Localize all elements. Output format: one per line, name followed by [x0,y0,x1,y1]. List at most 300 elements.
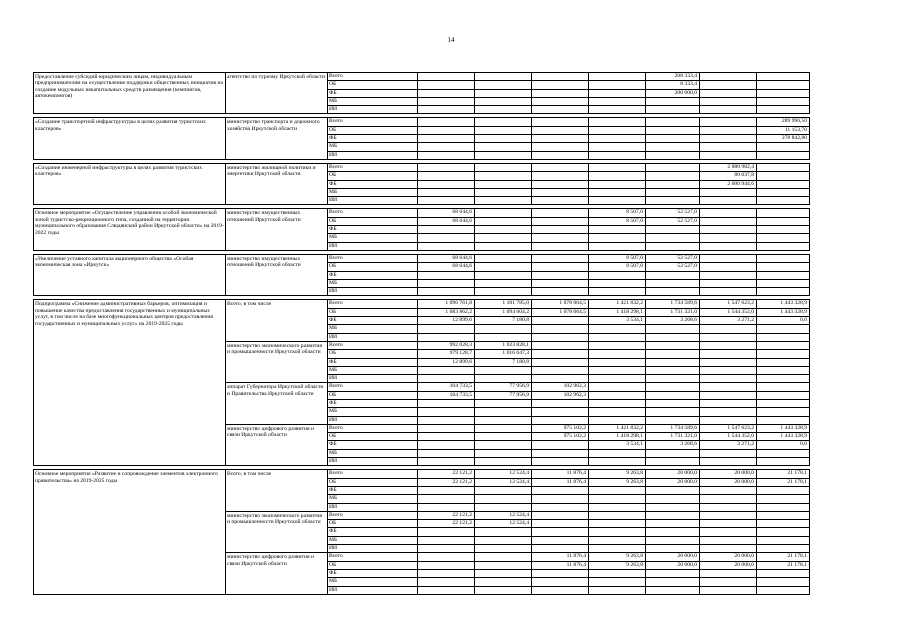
value-cell [418,528,475,536]
value-cell [532,449,589,457]
value-cell [646,358,700,366]
value-cell [589,486,646,494]
value-cell: 20 000,0 [646,553,700,561]
value-cell [757,180,810,188]
value-cell [700,578,757,586]
value-cell [532,408,589,416]
value-cell: 7 180,8 [475,358,532,366]
value-cell: 1 734 589,6 [646,424,700,432]
value-cell: 1 101 785,0 [475,300,532,308]
value-cell [418,89,475,97]
program-name-cell: Основное мероприятие «Осуществление управления особой экономической зоной туристско-рекреационного типа, созданной на территории муниципального образования Слюдянский район Иркутской области» на 2019-2022 годы [34,209,226,250]
value-cell [589,511,646,519]
value-cell [757,73,810,81]
value-cell [475,569,532,577]
value-cell: 1 418 298,1 [589,308,646,316]
table-row [34,163,810,171]
value-cell [475,495,532,503]
value-cell [532,263,589,271]
value-cell [475,271,532,279]
value-cell: 9 263,8 [589,561,646,569]
value-cell [589,288,646,296]
value-cell [646,180,700,188]
funding-source-cell: ОБ [328,478,418,486]
value-cell [700,226,757,234]
value-cell [418,143,475,151]
value-cell [475,254,532,262]
funding-source-cell: ОБ [328,263,418,271]
value-cell: 1 547 623,2 [700,424,757,432]
value-cell [700,242,757,250]
value-cell [646,106,700,114]
value-cell [589,408,646,416]
value-cell [475,163,532,171]
value-cell [418,553,475,561]
value-cell [646,536,700,544]
value-cell: 0,0 [757,317,810,325]
value-cell [475,545,532,553]
value-cell [418,197,475,205]
value-cell [589,350,646,358]
value-cell: 52 527,0 [646,254,700,262]
value-cell [757,408,810,416]
value-cell [757,366,810,374]
funding-source-cell: ОБ [328,217,418,225]
funding-source-cell: ИИ [328,545,418,553]
value-cell [532,234,589,242]
value-cell [532,217,589,225]
value-cell [418,226,475,234]
executor-cell: министерство жилищной политики и энергетики Иркутской области [226,163,328,204]
value-cell [475,408,532,416]
value-cell [757,271,810,279]
value-cell [532,317,589,325]
value-cell: 1 443 328,9 [757,433,810,441]
executor-cell: министерство транспорта и дорожного хозяйства Иркутской области [226,118,328,159]
value-cell [700,279,757,287]
value-cell [475,561,532,569]
value-cell [700,408,757,416]
value-cell [646,242,700,250]
value-cell [475,288,532,296]
value-cell [532,271,589,279]
value-cell [418,486,475,494]
value-cell [646,511,700,519]
value-cell [532,586,589,594]
value-cell [532,341,589,349]
value-cell [700,569,757,577]
value-cell [418,433,475,441]
value-cell [700,366,757,374]
funding-source-cell: Всего [328,383,418,391]
funding-source-cell: МБ [328,536,418,544]
value-cell [757,81,810,89]
funding-source-cell: ФБ [328,180,418,188]
funding-source-cell: Всего [328,118,418,126]
value-cell [757,197,810,205]
value-cell [757,341,810,349]
value-cell [475,486,532,494]
value-cell [532,209,589,217]
value-cell [532,458,589,466]
value-cell [700,271,757,279]
value-cell [418,458,475,466]
value-cell [475,263,532,271]
value-cell [757,217,810,225]
value-cell [532,197,589,205]
value-cell: 3 268,6 [646,317,700,325]
value-cell [757,503,810,511]
value-cell [589,143,646,151]
value-cell: 11 876,4 [532,561,589,569]
budget-table [33,72,810,595]
value-cell [532,350,589,358]
value-cell [700,503,757,511]
funding-source-cell: ФБ [328,271,418,279]
value-cell [475,333,532,341]
value-cell [646,578,700,586]
funding-source-cell: ОБ [328,520,418,528]
value-cell [757,391,810,399]
value-cell [700,254,757,262]
value-cell [475,172,532,180]
value-cell [757,458,810,466]
table-row [34,209,810,217]
funding-source-cell: ФБ [328,317,418,325]
funding-source-cell: МБ [328,325,418,333]
value-cell: 8 507,0 [589,217,646,225]
value-cell [418,424,475,432]
value-cell [532,375,589,383]
value-cell [700,495,757,503]
funding-source-cell: ОБ [328,172,418,180]
value-cell [475,424,532,432]
value-cell [757,586,810,594]
value-cell [646,503,700,511]
value-cell: 979 128,7 [418,350,475,358]
value-cell [589,391,646,399]
value-cell [700,383,757,391]
value-cell: 11 876,4 [532,553,589,561]
value-cell [475,97,532,105]
funding-source-cell: Всего [328,553,418,561]
value-cell [475,433,532,441]
value-cell [418,325,475,333]
value-cell [418,97,475,105]
value-cell [475,503,532,511]
value-cell [757,288,810,296]
value-cell [757,536,810,544]
value-cell [700,234,757,242]
program-name-cell: Подпрограмма «Снижение административных барьеров, оптимизация и повышение качества предоставления государственных и муниципальных услуг, в том числе на базе многофункциональных центров предоставления государственных и муниципальных услуг» на 2019-2025 годы [34,300,226,466]
value-cell [646,188,700,196]
value-cell: 22 121,2 [418,478,475,486]
value-cell: 68 644,6 [418,263,475,271]
value-cell [589,325,646,333]
value-cell [757,325,810,333]
value-cell [589,536,646,544]
value-cell [418,118,475,126]
value-cell: 1 418 298,1 [589,433,646,441]
value-cell [700,263,757,271]
value-cell [418,271,475,279]
value-cell [475,279,532,287]
value-cell: 68 644,6 [418,209,475,217]
value-cell [475,325,532,333]
value-cell: 52 527,0 [646,209,700,217]
funding-source-cell: Всего [328,254,418,262]
funding-source-cell: ИИ [328,151,418,159]
funding-source-cell: Всего [328,73,418,81]
value-cell [532,520,589,528]
value-cell [646,341,700,349]
value-cell [532,97,589,105]
value-cell [700,341,757,349]
value-cell [532,135,589,143]
value-cell [532,333,589,341]
value-cell [700,73,757,81]
funding-source-cell: МБ [328,495,418,503]
value-cell [532,172,589,180]
value-cell: 11 876,4 [532,470,589,478]
value-cell: 22 121,2 [418,511,475,519]
funding-source-cell: ОБ [328,81,418,89]
value-cell [418,366,475,374]
funding-source-cell: ИИ [328,106,418,114]
funding-source-cell: Всего [328,341,418,349]
value-cell [589,126,646,134]
executor-cell: агентство по туризму Иркутской области [226,73,328,114]
funding-source-cell: ИИ [328,416,418,424]
executor-cell: аппарат Губернатора Иркутской области и Правительства Иркутской области [226,383,328,424]
value-cell: 12 524,4 [475,470,532,478]
table-row [34,254,810,262]
value-cell: 1 083 862,2 [418,308,475,316]
value-cell [418,180,475,188]
executor-cell: министерство экономического развития и промышленности Иркутской области [226,341,328,382]
value-cell [418,375,475,383]
value-cell [475,106,532,114]
value-cell [532,325,589,333]
value-cell [418,288,475,296]
value-cell [700,288,757,296]
funding-source-cell: ОБ [328,350,418,358]
value-cell [532,81,589,89]
value-cell [700,391,757,399]
value-cell [646,569,700,577]
value-cell [418,163,475,171]
funding-source-cell: ОБ [328,391,418,399]
value-cell [589,520,646,528]
executor-cell: министерство имущественных отношений Иркутской области [226,209,328,250]
value-cell: 200 000,0 [646,89,700,97]
value-cell: 68 644,6 [418,254,475,262]
value-cell [532,89,589,97]
funding-source-cell: ИИ [328,197,418,205]
value-cell: 9 263,8 [589,470,646,478]
value-cell [589,242,646,250]
value-cell: 1 094 604,2 [475,308,532,316]
value-cell [475,242,532,250]
value-cell: 975 102,2 [532,424,589,432]
value-cell [532,399,589,407]
value-cell [532,151,589,159]
value-cell [532,486,589,494]
value-cell [700,449,757,457]
value-cell [589,118,646,126]
value-cell [532,358,589,366]
value-cell [757,226,810,234]
value-cell: 80 037,8 [700,172,757,180]
value-cell [532,288,589,296]
value-cell: 3 268,6 [646,441,700,449]
funding-source-cell: МБ [328,366,418,374]
value-cell [418,279,475,287]
value-cell [418,408,475,416]
value-cell [532,528,589,536]
value-cell [475,528,532,536]
value-cell [418,586,475,594]
value-cell [475,586,532,594]
value-cell [475,399,532,407]
value-cell: 21 178,1 [757,561,810,569]
funding-source-cell: ФБ [328,486,418,494]
value-cell [700,486,757,494]
value-cell: 21 178,1 [757,553,810,561]
value-cell [589,226,646,234]
value-cell: 104 733,5 [418,391,475,399]
value-cell: 1 544 352,0 [700,433,757,441]
value-cell [418,73,475,81]
value-cell: 21 178,1 [757,478,810,486]
value-cell [589,163,646,171]
value-cell: 77 956,9 [475,391,532,399]
value-cell [589,97,646,105]
value-cell: 1 023 828,1 [475,341,532,349]
funding-source-cell: МБ [328,449,418,457]
value-cell [757,89,810,97]
value-cell: 11 876,4 [532,478,589,486]
value-cell [757,511,810,519]
value-cell [757,495,810,503]
value-cell [646,399,700,407]
value-cell [475,226,532,234]
value-cell [757,143,810,151]
value-cell [589,279,646,287]
value-cell [646,486,700,494]
value-cell: 12 524,4 [475,511,532,519]
funding-source-cell: Всего [328,511,418,519]
value-cell [646,143,700,151]
value-cell [757,486,810,494]
value-cell [589,449,646,457]
executor-cell: министерство цифрового развития и связи Иркутской области [226,424,328,465]
value-cell: 68 644,6 [418,217,475,225]
funding-source-cell: Всего [328,470,418,478]
value-cell [646,586,700,594]
value-cell: 3 271,2 [700,441,757,449]
value-cell: 1 078 064,5 [532,308,589,316]
value-cell [532,242,589,250]
value-cell [418,503,475,511]
value-cell [700,135,757,143]
value-cell [700,325,757,333]
executor-cell: Всего, в том числе [226,300,328,341]
value-cell [589,172,646,180]
program-name-cell: «Создание инженерной инфраструктуры в целях развития туристских кластеров» [34,163,226,204]
value-cell [646,333,700,341]
value-cell [646,520,700,528]
value-cell [646,528,700,536]
value-cell [646,135,700,143]
value-cell: 1 078 064,5 [532,300,589,308]
value-cell: 9 263,8 [589,478,646,486]
value-cell [418,234,475,242]
funding-source-cell: ОБ [328,308,418,316]
value-cell [475,73,532,81]
value-cell [646,271,700,279]
value-cell: 278 842,80 [757,135,810,143]
value-cell: 21 178,1 [757,470,810,478]
value-cell [646,495,700,503]
value-cell: 3 271,2 [700,317,757,325]
funding-source-cell: ИИ [328,375,418,383]
executor-cell: министерство имущественных отношений Иркутской области [226,254,328,295]
value-cell [418,106,475,114]
value-cell: 12 899,6 [418,317,475,325]
value-cell [757,578,810,586]
value-cell: 102 962,3 [532,391,589,399]
value-cell [589,586,646,594]
value-cell [589,578,646,586]
program-name-cell: Предоставление субсидий юридическим лицам, индивидуальным предпринимателям на осуществление поддержки общественных инициатив на создание модульных некапитальных средств размещения (кемпингов, автокемпингов) [34,73,226,114]
value-cell [475,143,532,151]
value-cell [589,503,646,511]
value-cell [700,520,757,528]
value-cell [646,197,700,205]
value-cell [757,97,810,105]
value-cell [532,545,589,553]
value-cell [700,106,757,114]
value-cell [418,495,475,503]
value-cell [700,458,757,466]
value-cell [532,495,589,503]
value-cell [418,545,475,553]
value-cell [418,135,475,143]
value-cell: 22 121,2 [418,520,475,528]
value-cell [700,358,757,366]
value-cell [532,118,589,126]
value-cell [646,375,700,383]
value-cell [589,341,646,349]
value-cell [589,569,646,577]
value-cell: 975 102,2 [532,433,589,441]
value-cell [700,536,757,544]
value-cell [757,188,810,196]
funding-source-cell: ФБ [328,399,418,407]
value-cell [646,449,700,457]
funding-source-cell: ФБ [328,441,418,449]
value-cell [700,350,757,358]
value-cell: 20 000,0 [700,561,757,569]
funding-source-cell: ИИ [328,458,418,466]
value-cell [532,416,589,424]
value-cell: 2 080 982,4 [700,163,757,171]
value-cell [589,180,646,188]
value-cell [589,333,646,341]
page-number: 14 [447,36,455,44]
funding-source-cell: ФБ [328,528,418,536]
